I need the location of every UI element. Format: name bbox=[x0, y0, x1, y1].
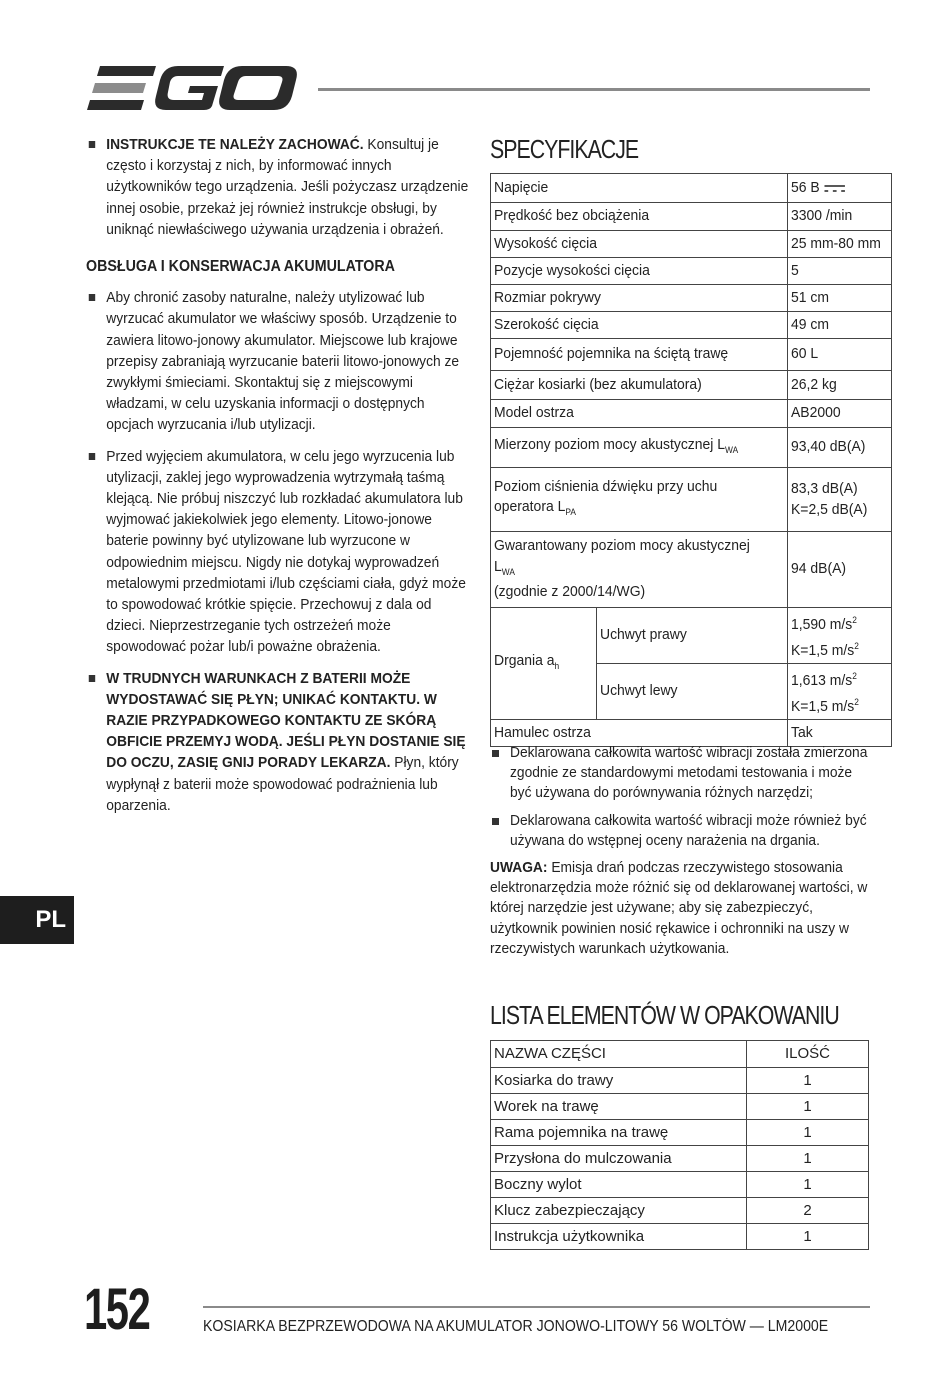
spec-row bbox=[491, 174, 892, 203]
pack-item-name: Boczny wylot bbox=[494, 1175, 582, 1193]
vibration-label: Drgania $a_h$ bbox=[494, 651, 560, 671]
footer-title: KOSIARKA BEZPRZEWODOWA NA AKUMULATOR JONOWO-LITOWY 56 WOLTÓW — LM2000E bbox=[203, 1318, 829, 1335]
note-bullet-2: Deklarowana całkowita wartość wibracji może również być używana do wstępnej oceny narażenia na drgania. bbox=[490, 811, 872, 851]
left-handle-label: Uchwyt lewy bbox=[600, 682, 678, 700]
pack-item-qty: 1 bbox=[803, 1123, 812, 1141]
spec-label: Rozmiar pokrywy bbox=[494, 288, 601, 306]
guaranteed-value: 94 dB(A) bbox=[791, 560, 847, 578]
spec-row bbox=[491, 203, 892, 231]
note-bullet-1: Deklarowana całkowita wartość wibracji została zmierzona zgodnie ze standardowymi metodami testowania i może być używana do porównywania różnych narzędzi; bbox=[490, 743, 872, 804]
pack-col-name: NAZWA CZĘŚCI bbox=[494, 1045, 606, 1062]
vibration-notes bbox=[490, 743, 872, 959]
pack-col-qty: ILOŚĆ bbox=[784, 1045, 830, 1062]
spec-label: Szerokość cięcia bbox=[494, 315, 599, 333]
intro-text: Konsultuj je często i korzystaj z nich, by informować innych użytkowników tego urządzenia. Jeśli pożyczasz urządzenie innej osobie, przekaż jej również instrukcje obsługi, by uniknąć niewłaściwego używania urządzenia i obrażeń. bbox=[106, 136, 469, 238]
spec-row bbox=[491, 371, 892, 400]
sound-power-value: 93,40 dB(A) bbox=[791, 438, 866, 456]
spec-row bbox=[491, 312, 892, 339]
pack-item-qty: 1 bbox=[803, 1149, 812, 1167]
pack-item-name: Przysłona do mulczowania bbox=[494, 1149, 672, 1167]
warning-text: Emisja drań podczas rzeczywistego stosowania elektronarzędzia może różnić się od deklarowanej wartości, w której narzędzie jest używane; aby się zabezpieczyć, użytkownik powinien nosić rękawice i ochronniki na uszy w rzeczywistych warunkach użytkowania. bbox=[490, 859, 868, 957]
spec-value: 5 bbox=[791, 261, 799, 279]
spec-row bbox=[491, 258, 892, 285]
spec-value: 26,2 kg bbox=[791, 375, 837, 393]
spec-table bbox=[490, 173, 892, 747]
spec-label: Prędkość bez obciążenia bbox=[494, 207, 650, 225]
spec-label: Napięcie bbox=[494, 178, 549, 196]
pack-row bbox=[491, 1172, 869, 1198]
ego-logo bbox=[86, 62, 300, 114]
pack-item-name: Klucz zabezpieczający bbox=[494, 1201, 645, 1219]
pack-row bbox=[491, 1120, 869, 1146]
brake-label: Hamulec ostrza bbox=[494, 723, 591, 741]
spec-label: Model ostrza bbox=[494, 404, 574, 422]
pack-row bbox=[491, 1224, 869, 1250]
right-handle-label: Uchwyt prawy bbox=[600, 626, 688, 644]
language-tab: PL bbox=[0, 896, 74, 944]
left-handle-value: 1,613 $m/s^2$ K=1,5 $m/s^2$ bbox=[791, 671, 859, 715]
pack-row bbox=[491, 1094, 869, 1120]
spec-label: Wysokość cięcia bbox=[494, 234, 597, 252]
pack-item-name: Rama pojemnika na trawę bbox=[494, 1123, 669, 1141]
pack-item-qty: 2 bbox=[803, 1201, 812, 1219]
battery-bullet-2: Przed wyjęciem akumulatora, w celu jego wyrzucenia lub utylizacji, zaklej jego wyprowadzenia wytrzymałą taśmą klejącą. Nie próbuj niszczyć lub rozkładać akumulatora lub wyjmować jakiekolwiek jego elementy. Litowo-jonowe baterie powinny być utylizowane lub wyrzucone w odpowiednim miejscu. Nigdy nie dotykaj wyprowadzeń metalowymi przedmiotami i/lub częściami ciała, gdyż może to spowodować krótkie spięcie. Przechowuj z dala od dzieci. Nieprzestrzeganie tych ostrzeżeń może spowodować pożar lub/i poważne obrażenia. bbox=[86, 446, 470, 658]
pack-header-row bbox=[491, 1041, 869, 1068]
warning-label: UWAGA: bbox=[490, 859, 548, 877]
page-number: 152 bbox=[84, 1277, 150, 1342]
pack-item-qty: 1 bbox=[803, 1175, 812, 1193]
spec-title-wrap bbox=[490, 134, 870, 165]
pack-item-name: Instrukcja użytkownika bbox=[494, 1227, 645, 1245]
spec-label: Pozycje wysokości cięcia bbox=[494, 261, 650, 279]
spec-value: 60 L bbox=[791, 345, 819, 363]
spec-value: 25 mm-80 mm bbox=[791, 234, 881, 252]
pack-item-qty: 1 bbox=[803, 1097, 812, 1115]
sound-pressure-label: Poziom ciśnienia dźwięku przy uchu operatora $L_{PA}$ bbox=[494, 477, 718, 517]
spec-value: 49 cm bbox=[791, 315, 829, 333]
spec-value: 3300 /min bbox=[791, 207, 853, 225]
pack-item-qty: 1 bbox=[803, 1227, 812, 1245]
pack-title: LISTA ELEMENTÓW W OPAKOWANIU bbox=[490, 1000, 839, 1030]
warning-paragraph bbox=[490, 858, 872, 959]
battery-bullet-3 bbox=[86, 668, 470, 816]
pack-item-qty: 1 bbox=[803, 1071, 812, 1089]
pack-item-name: Kosiarka do trawy bbox=[494, 1071, 614, 1089]
spec-row bbox=[491, 285, 892, 312]
battery-warning-text: Płyn, który wypłynął z baterii może spowodować podrażnienia lub oparzenia. bbox=[106, 754, 459, 814]
right-handle-value: 1,590 $m/s^2$ K=1,5 $m/s^2$ bbox=[791, 615, 859, 659]
spec-row bbox=[491, 608, 892, 664]
left-column bbox=[86, 134, 470, 826]
dc-symbol-icon bbox=[824, 183, 846, 193]
spec-row bbox=[491, 468, 892, 532]
pack-row bbox=[491, 1146, 869, 1172]
spec-row bbox=[491, 428, 892, 468]
spec-label: Pojemność pojemnika na ściętą trawę bbox=[494, 345, 729, 363]
sound-power-label: Mierzony poziom mocy akustycznej $L_{WA}$ bbox=[494, 435, 739, 455]
spec-title: SPECYFIKACJE bbox=[490, 134, 639, 164]
battery-bullet-1: Aby chronić zasoby naturalne, należy utylizować lub wyrzucać akumulator we właściwy sposób. Urządzenie to zawiera litowo-jonowy akumulator. Miejscowe lub krajowe przepisy zabraniają wyrzucanie baterii litowo-jonowych ze zwykłymi śmieciami. Skontaktuj się z miejscowymi władzami, w celu uzyskania informacji o dostępnych opcjach wyrzucania i/lub utylizacji. bbox=[86, 287, 470, 435]
pack-row bbox=[491, 1198, 869, 1224]
intro-bold: INSTRUKCJE TE NALEŻY ZACHOWAĆ. bbox=[106, 136, 364, 153]
spec-row bbox=[491, 532, 892, 608]
brake-value: Tak bbox=[791, 723, 813, 741]
battery-section-title: OBSŁUGA I KONSERWACJA AKUMULATORA bbox=[86, 258, 395, 276]
pack-item-name: Worek na trawę bbox=[494, 1097, 599, 1115]
spec-value: 56 B bbox=[791, 178, 846, 199]
spec-row bbox=[491, 339, 892, 371]
spec-row bbox=[491, 400, 892, 428]
sound-pressure-value: 83,3 dB(A) K=2,5 dB(A) bbox=[791, 480, 868, 518]
intro-bullet bbox=[86, 134, 470, 240]
spec-value: 51 cm bbox=[791, 288, 829, 306]
pack-title-wrap bbox=[490, 1000, 915, 1031]
footer-rule bbox=[203, 1306, 870, 1308]
spec-label: Ciężar kosiarki (bez akumulatora) bbox=[494, 375, 702, 393]
spec-value: AB2000 bbox=[791, 404, 841, 422]
spec-row bbox=[491, 231, 892, 258]
pack-table bbox=[490, 1040, 869, 1250]
battery-warning-bold: W TRUDNYCH WARUNKACH Z BATERII MOŻE WYDOSTAWAĆ SIĘ PŁYN; UNIKAĆ KONTAKTU. W RAZIE PRZYPADKOWEGO KONTAKTU ZE SKÓRĄ OBFICIE PRZEMYJ WODĄ. JEŚLI PŁYN DOSTANIE SIĘ DO OCZU, ZASIĘ GNIJ PORADY LEKARZA. bbox=[106, 669, 466, 772]
header-rule bbox=[318, 88, 870, 91]
pack-row bbox=[491, 1068, 869, 1094]
guaranteed-label: Gwarantowany poziom mocy akustycznej $L_{WA}$ (zgodnie z 2000/14/WG) bbox=[494, 537, 750, 601]
